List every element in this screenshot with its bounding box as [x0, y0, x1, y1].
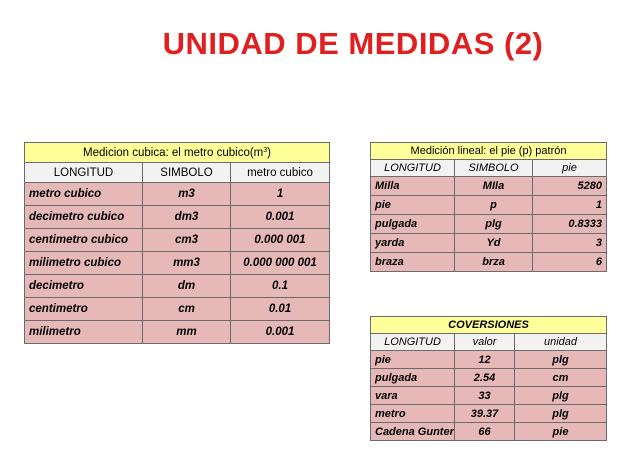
unit-name: vara [371, 387, 455, 405]
column-header: LONGITUD [371, 334, 455, 351]
unit-symbol: dm3 [143, 206, 231, 229]
column-header: pie [533, 160, 607, 177]
column-header: LONGITUD [371, 160, 455, 177]
unit-name: milimetro cubico [25, 252, 143, 275]
table-row [25, 321, 330, 344]
column-header: valor [455, 334, 515, 351]
conversion-unit: cm [515, 369, 607, 387]
unit-symbol: dm [143, 275, 231, 298]
page-title: UNIDAD DE MEDIDAS (2) [162, 26, 544, 61]
unit-symbol: Yd [455, 234, 533, 253]
table-row [371, 423, 607, 441]
unit-symbol: cm [143, 298, 231, 321]
column-header: LONGITUD [25, 163, 143, 183]
table-row [371, 387, 607, 405]
cubic-table-header: Medicion cubica: el metro $cubico(m^3)$ [25, 143, 330, 163]
unit-symbol: mm3 [143, 252, 231, 275]
unit-value: 0.8333 [533, 215, 607, 234]
conversion-value: 39.37 [455, 405, 515, 423]
table-row [25, 229, 330, 252]
unit-symbol: brza [455, 253, 533, 272]
table-row [25, 183, 330, 206]
unit-name: milimetro [25, 321, 143, 344]
unit-name: braza [371, 253, 455, 272]
conversion-value: 66 [455, 423, 515, 441]
table-row [25, 298, 330, 321]
unit-symbol: p [455, 196, 533, 215]
column-header: SIMBOLO [455, 160, 533, 177]
unit-name: centimetro cubico [25, 229, 143, 252]
conversion-unit: plg [515, 351, 607, 369]
unit-symbol: mm [143, 321, 231, 344]
table-row [371, 369, 607, 387]
column-header: unidad [515, 334, 607, 351]
conversion-value: 12 [455, 351, 515, 369]
unit-value: 5280 [533, 177, 607, 196]
table-row [371, 196, 607, 215]
table-row [371, 253, 607, 272]
unit-name: metro [371, 405, 455, 423]
unit-value: 0.01 [231, 298, 330, 321]
unit-symbol: plg [455, 215, 533, 234]
table-row [25, 275, 330, 298]
table-row [371, 177, 607, 196]
unit-value: 3 [533, 234, 607, 253]
unit-name: decimetro [25, 275, 143, 298]
unit-name: decimetro cubico [25, 206, 143, 229]
column-header: SIMBOLO [143, 163, 231, 183]
unit-symbol: cm3 [143, 229, 231, 252]
table-row [371, 215, 607, 234]
conversion-unit: plg [515, 387, 607, 405]
table-row [371, 405, 607, 423]
cubic-measure-table [24, 142, 330, 344]
unit-name: Cadena Gunter [371, 423, 455, 441]
conversion-value: 2.54 [455, 369, 515, 387]
unit-name: pie [371, 196, 455, 215]
unit-name: yarda [371, 234, 455, 253]
unit-value: 1 [231, 183, 330, 206]
unit-value: 0.001 [231, 321, 330, 344]
conversion-value: 33 [455, 387, 515, 405]
unit-name: pulgada [371, 369, 455, 387]
unit-name: pulgada [371, 215, 455, 234]
conversions-table-header: COVERSIONES [371, 317, 607, 334]
unit-name: pie [371, 351, 455, 369]
table-row [25, 206, 330, 229]
unit-value: 1 [533, 196, 607, 215]
unit-value: 0.1 [231, 275, 330, 298]
conversion-unit: pie [515, 423, 607, 441]
conversion-unit: plg [515, 405, 607, 423]
unit-name: Milla [371, 177, 455, 196]
unit-value: 0.001 [231, 206, 330, 229]
unit-name: metro cubico [25, 183, 143, 206]
unit-symbol: m3 [143, 183, 231, 206]
conversions-table [370, 316, 607, 441]
linear-table-header: Medición lineal: el pie (p) patrón [371, 143, 607, 160]
unit-name: centimetro [25, 298, 143, 321]
unit-symbol: MIla [455, 177, 533, 196]
unit-value: 0.000 001 [231, 229, 330, 252]
table-row [371, 351, 607, 369]
unit-value: 0.000 000 001 [231, 252, 330, 275]
linear-measure-table [370, 142, 607, 272]
table-row [25, 252, 330, 275]
table-row [371, 234, 607, 253]
unit-value: 6 [533, 253, 607, 272]
column-header: metro cubico [231, 163, 330, 183]
